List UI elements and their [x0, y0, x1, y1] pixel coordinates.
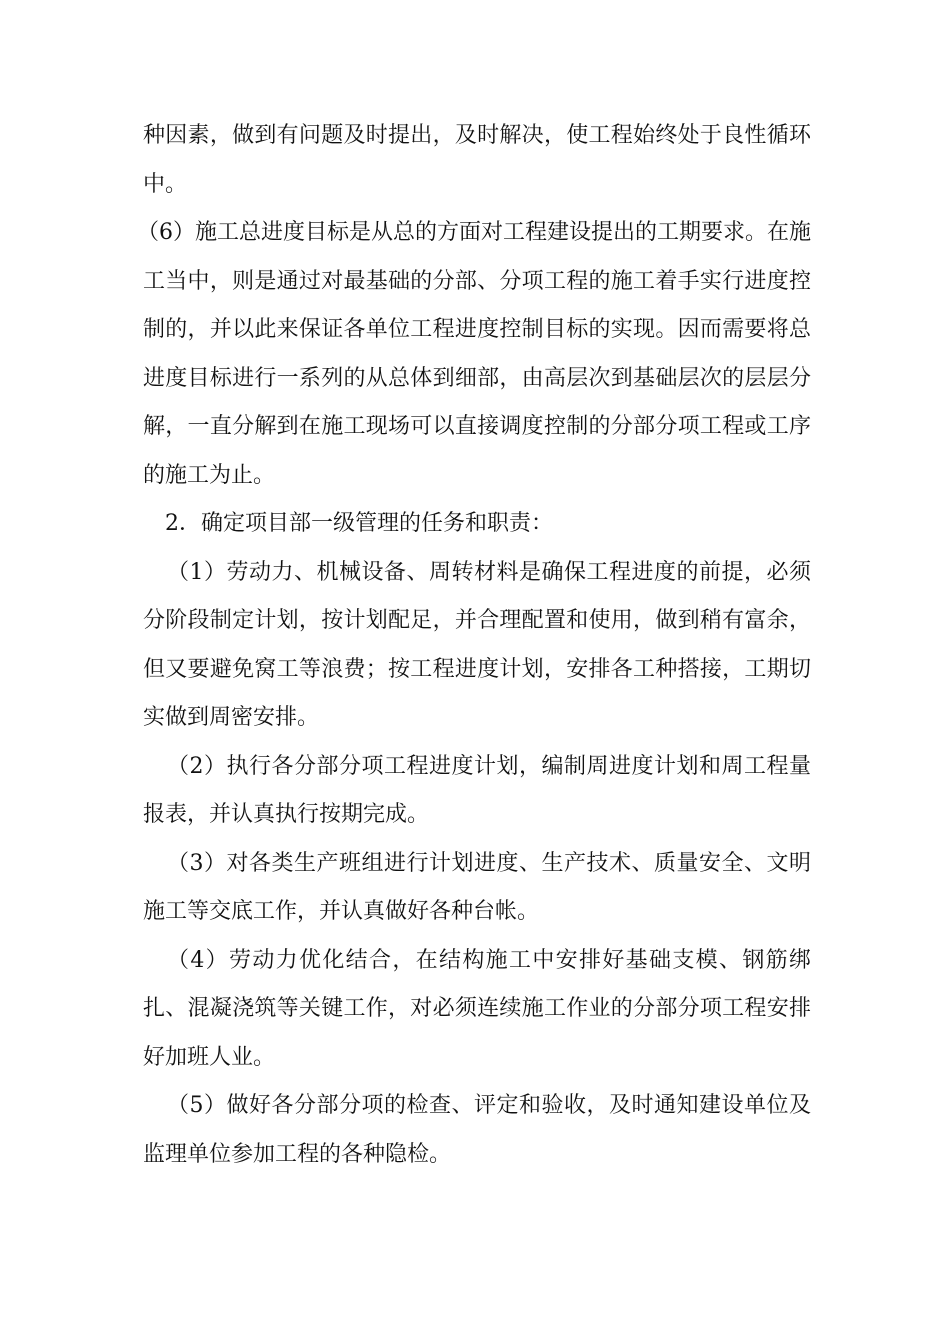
paragraph-item-4: （4）劳动力优化结合，在结构施工中安排好基础支模、钢筋绑扎、混凝浇筑等关键工作，对必须连续施工作业的分部分项工程安排好加班人业。	[143, 947, 811, 1070]
document-body	[137, 112, 811, 1179]
section-heading-2: 2．确定项目部一级管理的任务和职责：	[165, 511, 553, 536]
paragraph-item-3: （3）对各类生产班组进行计划进度、生产技术、质量安全、文明施工等交底工作，并认真做好各种台帐。	[143, 850, 811, 924]
paragraph-item-6: （6）施工总进度目标是从总的方面对工程建设提出的工期要求。在施工当中，则是通过对最基础的分部、分项工程的施工着手实行进度控制的，并以此来保证各单位工程进度控制目标的实现。因而需要将总进度目标进行一系列的从总体到细部，由高层次到基础层次的层层分解，一直分解到在施工现场可以直接调度控制的分部分项工程或工序的施工为止。	[137, 220, 811, 488]
paragraph-continuation: 种因素，做到有问题及时提出，及时解决，使工程始终处于良性循环中。	[143, 123, 811, 197]
paragraph-item-2: （2）执行各分部分项工程进度计划，编制周进度计划和周工程量报表，并认真执行按期完成。	[143, 753, 811, 827]
paragraph-item-5: （5）做好各分部分项的检查、评定和验收，及时通知建设单位及监理单位参加工程的各种隐检。	[143, 1093, 811, 1167]
paragraph-item-1: （1）劳动力、机械设备、周转材料是确保工程进度的前提，必须分阶段制定计划，按计划配足，并合理配置和使用，做到稍有富余，但又要避免窝工等浪费；按工程进度计划，安排各工种搭接，工期切实做到周密安排。	[143, 559, 811, 730]
